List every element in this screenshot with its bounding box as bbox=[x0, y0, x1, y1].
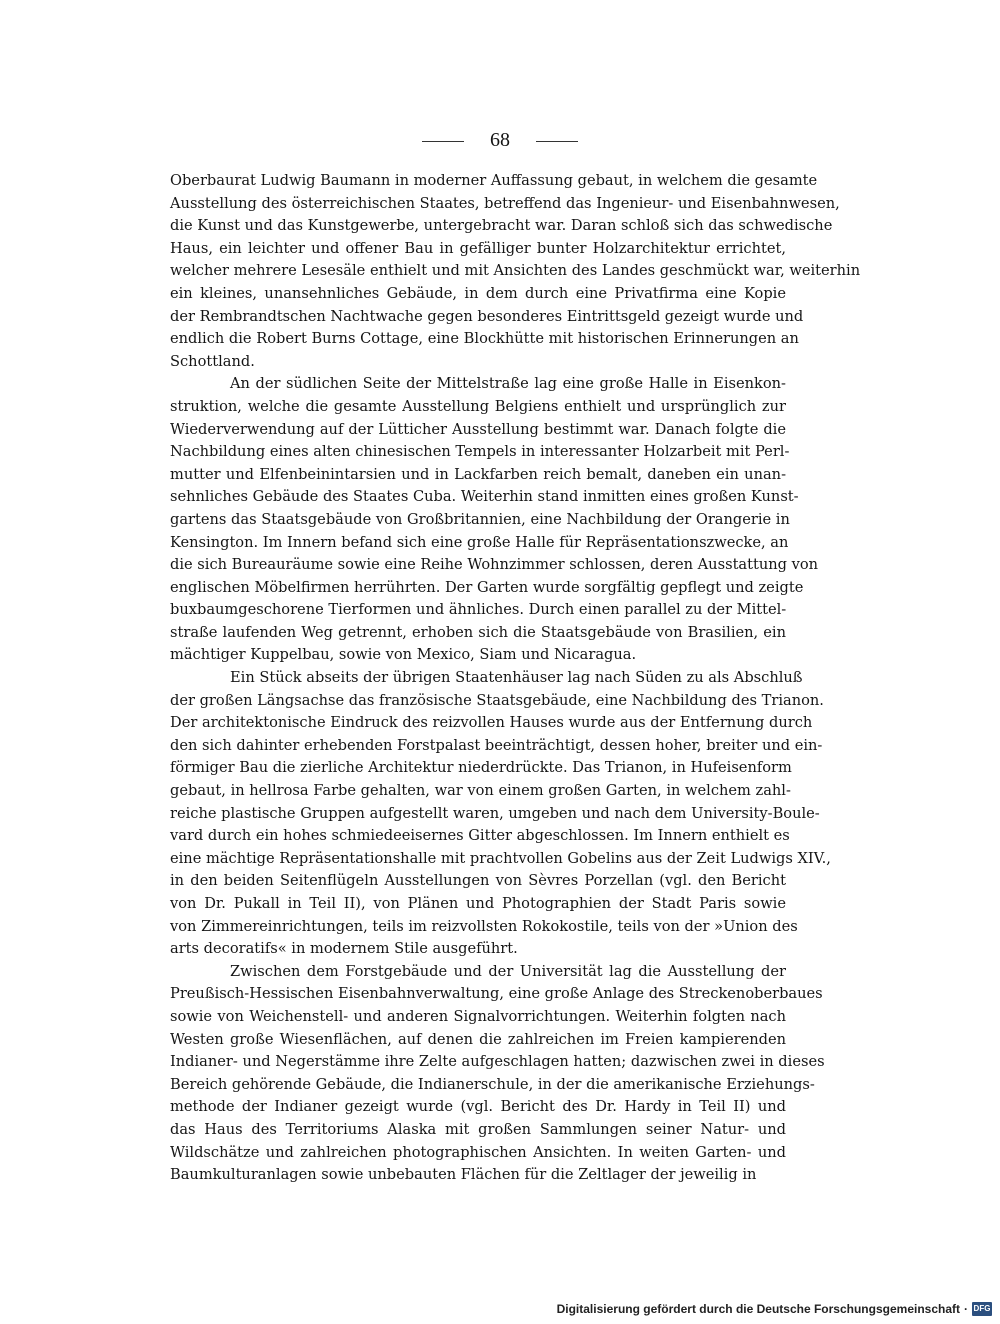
text-line: Ausstellung des österreichischen Staates, betreffend das Ingenieur- und Eisenbahnwesen, bbox=[170, 194, 840, 212]
footer-credit bbox=[557, 1302, 992, 1316]
text-line: von Dr. Pukall in Teil II), von Plänen und Photographien der Stadt Paris sowie bbox=[170, 895, 786, 912]
text-line: gartens das Staatsgebäude von Großbritannien, eine Nachbildung der Orangerie in bbox=[170, 510, 790, 528]
text-line: Bereich gehörende Gebäude, die Indianerschule, in der die amerikanische Erziehungs- bbox=[170, 1075, 815, 1093]
text-line: arts decoratifs« in modernem Stile ausgeführt. bbox=[170, 940, 518, 958]
text-line: Baumkulturanlagen sowie unbebauten Flächen für die Zeltlager der jeweilig in bbox=[170, 1166, 757, 1184]
paragraph bbox=[170, 961, 825, 1187]
text-line: sehnliches Gebäude des Staates Cuba. Weiterhin stand inmitten eines großen Kunst- bbox=[170, 488, 799, 506]
text-line: gebaut, in hellrosa Farbe gehalten, war von einem großen Garten, in welchem zahl- bbox=[170, 782, 791, 800]
text-line: An der südlichen Seite der Mittelstraße lag eine große Halle in Eisenkon- bbox=[230, 375, 786, 393]
paragraph bbox=[170, 667, 831, 961]
text-line: in den beiden Seitenflügeln Ausstellungen von Sèvres Porzellan (vgl. den Bericht bbox=[170, 872, 786, 890]
text-line: ein kleines, unansehnliches Gebäude, in dem durch eine Privatfirma eine Kopie bbox=[170, 284, 786, 302]
text-line: das Haus des Territoriums Alaska mit großen Sammlungen seiner Natur- und bbox=[170, 1120, 786, 1138]
text-line: Der architektonische Eindruck des reizvollen Hauses wurde aus der Entfernung durch bbox=[170, 714, 813, 732]
text-line: mutter und Elfenbeinintarsien und in Lackfarben reich bemalt, daneben ein unan- bbox=[170, 465, 786, 483]
header-rule-right bbox=[536, 141, 578, 142]
text-line: Zwischen dem Forstgebäude und der Universität lag die Ausstellung der bbox=[230, 962, 786, 980]
header-rule-left bbox=[422, 141, 464, 142]
text-line: die Kunst und das Kunstgewerbe, untergebracht war. Daran schloß sich das schwedische bbox=[170, 217, 833, 235]
text-line: Schottland. bbox=[170, 352, 255, 370]
text-line: Westen große Wiesenflächen, auf denen die zahlreichen im Freien kampierenden bbox=[170, 1030, 786, 1048]
text-line: Kensington. Im Innern befand sich eine große Halle für Repräsentationszwecke, an bbox=[170, 533, 789, 551]
text-line: förmiger Bau die zierliche Architektur niederdrückte. Das Trianon, in Hufeisenform bbox=[170, 759, 792, 777]
text-line: von Zimmereinrichtungen, teils im reizvollsten Rokokostile, teils von der »Union des bbox=[170, 917, 798, 935]
paragraph bbox=[170, 373, 819, 667]
text-line: Nachbildung eines alten chinesischen Tempels in interessanter Holzarbeit mit Perl- bbox=[170, 443, 790, 461]
text-line: Wildschätze und zahlreichen photographischen Ansichten. In weiten Garten- und bbox=[170, 1143, 786, 1161]
text-line: englischen Möbelfirmen herrührten. Der Garten wurde sorgfältig gepflegt und zeigte bbox=[170, 578, 804, 596]
text-line: die sich Bureauräume sowie eine Reihe Wohnzimmer schlossen, deren Ausstattung von bbox=[170, 556, 819, 574]
text-line: eine mächtige Repräsentationshalle mit prachtvollen Gobelins aus der Zeit Ludwigs XIV., bbox=[170, 849, 831, 867]
text-line: Ein Stück abseits der übrigen Staatenhäuser lag nach Süden zu als Abschluß bbox=[230, 669, 803, 687]
text-line: der großen Längsachse das französische Staatsgebäude, eine Nachbildung des Trianon. bbox=[170, 691, 824, 709]
credit-separator: · bbox=[964, 1302, 968, 1316]
page-number: 68 bbox=[490, 129, 510, 151]
text-line: sowie von Weichenstell- und anderen Signalvorrichtungen. Weiterhin folgten nach bbox=[170, 1007, 786, 1025]
text-line: der Rembrandtschen Nachtwache gegen besonderes Eintrittsgeld gezeigt wurde und bbox=[170, 307, 804, 325]
text-line: endlich die Robert Burns Cottage, eine Blockhütte mit historischen Erinnerungen an bbox=[170, 330, 799, 348]
credit-text: Digitalisierung gefördert durch die Deutsche Forschungsgemeinschaft bbox=[556, 1302, 960, 1316]
text-line: mächtiger Kuppelbau, sowie von Mexico, Siam und Nicaragua. bbox=[170, 646, 637, 664]
text-line: reiche plastische Gruppen aufgestellt waren, umgeben und nach dem University-Boule- bbox=[170, 804, 820, 822]
text-line: Preußisch-Hessischen Eisenbahnverwaltung, eine große Anlage des Streckenoberbaues bbox=[170, 985, 823, 1003]
dfg-logo-icon: DFG bbox=[972, 1302, 992, 1316]
text-line: methode der Indianer gezeigt wurde (vgl. Bericht des Dr. Hardy in Teil II) und bbox=[170, 1098, 786, 1116]
text-line: Haus, ein leichter und offener Bau in gefälliger bunter Holzarchitektur errichtet, bbox=[170, 239, 786, 257]
text-line: Oberbaurat Ludwig Baumann in moderner Auffassung gebaut, in welchem die gesamte bbox=[170, 172, 818, 189]
page-header bbox=[0, 128, 1000, 152]
text-line: straße laufenden Weg getrennt, erhoben sich die Staatsgebäude von Brasilien, ein bbox=[170, 623, 786, 641]
paragraph bbox=[170, 170, 861, 373]
text-body bbox=[170, 170, 861, 1187]
text-line: Wiederverwendung auf der Lütticher Ausstellung bestimmt war. Danach folgte die bbox=[170, 420, 786, 438]
text-line: struktion, welche die gesamte Ausstellung Belgiens enthielt und ursprünglich zur bbox=[170, 397, 786, 415]
text-line: den sich dahinter erhebenden Forstpalast beeinträchtigt, dessen hoher, breiter und ein- bbox=[170, 736, 823, 754]
text-line: buxbaumgeschorene Tierformen und ähnliches. Durch einen parallel zu der Mittel- bbox=[170, 601, 787, 619]
text-line: vard durch ein hohes schmiedeeisernes Gitter abgeschlossen. Im Innern enthielt es bbox=[170, 827, 790, 845]
text-line: Indianer- und Negerstämme ihre Zelte aufgeschlagen hatten; dazwischen zwei in dieses bbox=[170, 1053, 825, 1071]
text-line: welcher mehrere Lesesäle enthielt und mit Ansichten des Landes geschmückt war, weiterhin bbox=[170, 262, 861, 280]
